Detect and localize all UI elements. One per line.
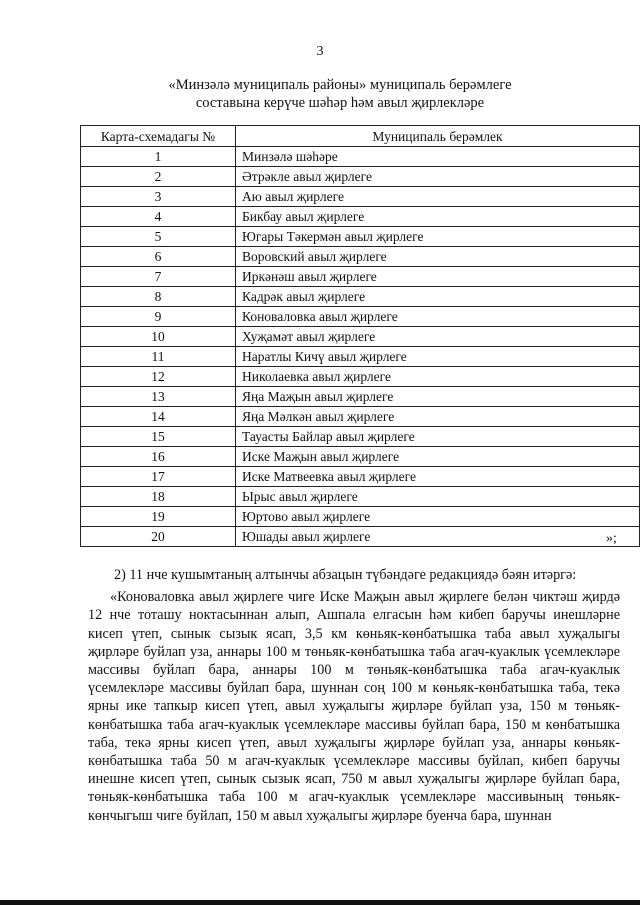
row-number: 8 <box>81 287 236 307</box>
table-row <box>81 227 640 247</box>
row-municipality-name: Коноваловка авыл җирлеге <box>236 307 640 327</box>
body-text <box>88 566 620 825</box>
row-municipality-name: Наратлы Кичү авыл җирлеге <box>236 347 640 367</box>
table-row <box>81 207 640 227</box>
row-municipality-name: Иркәнәш авыл җирлеге <box>236 267 640 287</box>
municipal-table <box>80 125 640 547</box>
row-number: 20 <box>81 527 236 547</box>
row-number: 11 <box>81 347 236 367</box>
table-row <box>81 507 640 527</box>
table-row <box>81 487 640 507</box>
table-closing-quote: »; <box>606 531 617 546</box>
row-number: 15 <box>81 427 236 447</box>
row-number: 7 <box>81 267 236 287</box>
paragraph-boundary-description: «Коноваловка авыл җирлеге чиге Иске Маҗын авыл җирлеге белән чиктәш җирдә 12 нче тоташу ноктасыннан алып, Ашпала елгасын һәм кибеп баручы инешләрне кисеп үтеп, сынык сызык ясап, 3,5 км көньяк-көнбатышка таба авыл хуҗалыгы җирләре буйлап уза, аннары 100 м төньяк-көнбатышка таба агач-куаклык үсемлекләре массивы буйлап бара, аннары 100 м төньяк-көнбатышка таба агач-куаклык үсемлекләре массивы буйлап бара, шуннан соң 100 м көньяк-көнбатышка таба, текә ярны ике тапкыр кисеп үтеп, авыл хуҗалыгы җирләре буйлап уза, 150 м төньяк-көнбатышка таба агач-куаклык үсемлекләре массивы буйлап бара, 150 м көнбатышка таба, текә ярны кисеп үтеп, авыл хуҗалыгы җирләре буйлап уза, аннары көньяк-көнбатышка таба 50 м агач-куаклык үсемлекләре массивы буйлап, кибеп баручы инешне кисеп үтеп, сынык сызык ясап, 750 м авыл хуҗалыгы җирләре буйлап бара, төньяк-көнбатышка таба 100 м агач-куаклык үсемлекләре массивының төньяк-көнчыгыш чиге буйлап, 150 м авыл хуҗалыгы җирләре буенча бара, шуннан <box>88 589 620 824</box>
table-row <box>81 427 640 447</box>
row-number: 14 <box>81 407 236 427</box>
row-municipality-name: Бикбау авыл җирлеге <box>236 207 640 227</box>
row-municipality-name: Воровский авыл җирлеге <box>236 247 640 267</box>
row-municipality-name: Юртово авыл җирлеге <box>236 507 640 527</box>
row-number: 17 <box>81 467 236 487</box>
table-row <box>81 267 640 287</box>
table-header-row <box>81 126 640 147</box>
title-line-1: «Минзәлә муниципаль районы» муниципаль берәмлеге <box>168 77 512 93</box>
row-municipality-name: Иске Маҗын авыл җирлеге <box>236 447 640 467</box>
header-map-number: Карта-схемадагы № <box>81 126 236 147</box>
row-municipality-name: Тауасты Байлар авыл җирлеге <box>236 427 640 447</box>
row-municipality-name: Иске Матвеевка авыл җирлеге <box>236 467 640 487</box>
row-number: 10 <box>81 327 236 347</box>
row-municipality-name: Югары Тәкермән авыл җирлеге <box>236 227 640 247</box>
table-row <box>81 527 640 547</box>
row-municipality-name: Яңа Маҗын авыл җирлеге <box>236 387 640 407</box>
row-municipality-name: Кадрәк авыл җирлеге <box>236 287 640 307</box>
table-row <box>81 447 640 467</box>
row-number: 19 <box>81 507 236 527</box>
row-number: 16 <box>81 447 236 467</box>
row-number: 6 <box>81 247 236 267</box>
table-row <box>81 247 640 267</box>
row-municipality-name: Әтрәкле авыл җирлеге <box>236 167 640 187</box>
header-municipal-unit: Муниципаль берәмлек <box>236 126 640 147</box>
table-row <box>81 387 640 407</box>
row-municipality-name: Хуҗамәт авыл җирлеге <box>236 327 640 347</box>
table-row <box>81 367 640 387</box>
row-number: 1 <box>81 147 236 167</box>
row-number: 2 <box>81 167 236 187</box>
scan-bottom-edge <box>0 900 640 905</box>
row-municipality-name: Минзәлә шәһәре <box>236 147 640 167</box>
table-row <box>81 467 640 487</box>
table-row <box>81 287 640 307</box>
row-number: 9 <box>81 307 236 327</box>
row-number: 5 <box>81 227 236 247</box>
row-municipality-name: Яңа Мәлкән авыл җирлеге <box>236 407 640 427</box>
row-number: 3 <box>81 187 236 207</box>
row-number: 13 <box>81 387 236 407</box>
paragraph-amendment: 2) 11 нче кушымтаның алтынчы абзацын түбәндәге редакциядә бәян итәргә: <box>114 567 577 583</box>
page-number: 3 <box>316 44 324 59</box>
row-municipality-name: Аю авыл җирлеге <box>236 187 640 207</box>
row-number: 12 <box>81 367 236 387</box>
row-municipality-name: Николаевка авыл җирлеге <box>236 367 640 387</box>
table-row <box>81 347 640 367</box>
table-row <box>81 147 640 167</box>
row-number: 4 <box>81 207 236 227</box>
table-row <box>81 167 640 187</box>
row-municipality-name: Юшады авыл җирлеге <box>236 527 640 547</box>
table-row <box>81 307 640 327</box>
row-number: 18 <box>81 487 236 507</box>
row-municipality-name: Ырыс авыл җирлеге <box>236 487 640 507</box>
table-row <box>81 407 640 427</box>
document-title <box>60 76 620 112</box>
table-row <box>81 327 640 347</box>
title-line-2: составына керүче шәһәр һәм авыл җирлекләре <box>195 95 485 111</box>
table-row <box>81 187 640 207</box>
